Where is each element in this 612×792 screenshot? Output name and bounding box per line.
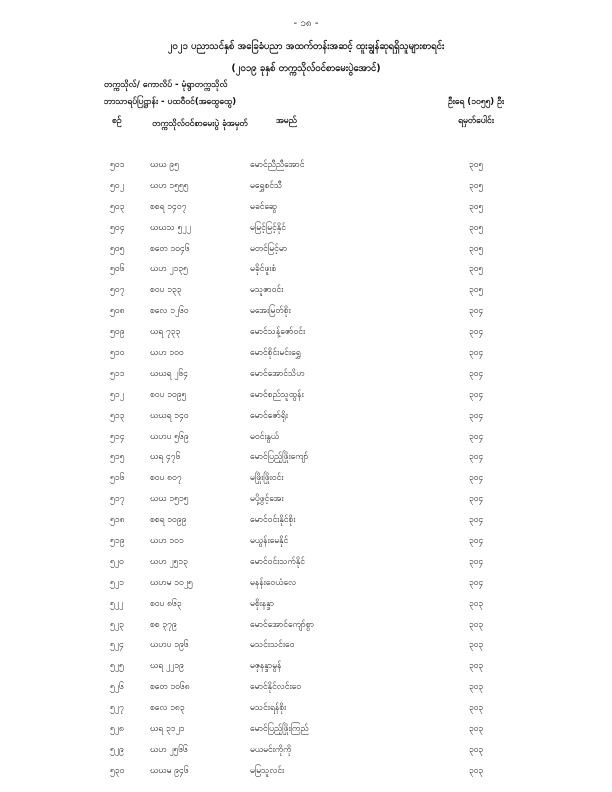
table-row — [0, 160, 612, 181]
total-marks: ၃၀၄ — [468, 431, 484, 442]
table-row — [0, 515, 612, 536]
total-marks: ၃၀၅ — [468, 180, 484, 191]
roll-number: ဃဟ ၁၅၅၅ — [150, 180, 189, 191]
table-row — [0, 536, 612, 557]
document-title: ၂၀၂၁ ပညာသင်နှစ် အခြေခံပညာ အထက်တန်းအဆင့် ထူးချွန်ဆုရရှိသူများစာရင်း — [167, 41, 445, 52]
roll-number: စတေ ၁၀၆၈ — [150, 682, 190, 693]
table-row — [0, 452, 612, 473]
table-row — [0, 306, 612, 327]
row-number: ၅၀၉ — [110, 327, 125, 338]
student-name: မောင်ပြည့်ဖြိုးကြည် — [250, 724, 309, 735]
header-no: စဉ် — [112, 116, 122, 126]
roll-number: ဃဟမ ၁၀၂၅ — [150, 577, 193, 588]
row-number: ၅၁၆ — [110, 473, 125, 484]
student-name: မတင်မြင့်မာ — [250, 243, 288, 254]
student-name: မဝင်းနွယ် — [250, 431, 280, 442]
student-name: မောင်ညီညီအောင် — [250, 160, 305, 170]
total-count: ဦးရေ (၁၀၅၅) ဦး — [447, 97, 505, 107]
row-number: ၅၂၅ — [110, 661, 124, 672]
roll-number: စဝပ ၁၀၉၅ — [150, 389, 187, 400]
row-number: ၅၁၄ — [110, 431, 125, 442]
student-name: မခိုင်ဖူးစံ — [250, 264, 277, 275]
student-name: မောင်ပြည့်ဖြိုးကျော် — [250, 452, 309, 463]
table-row — [0, 181, 612, 202]
header-name: အမည် — [276, 116, 297, 126]
roll-number: ဃဃရ ၁၄၀ — [150, 410, 189, 421]
roll-number: ဃရ ၇၃၃ — [150, 327, 181, 338]
roll-number: စစ ၃၇၉ — [150, 619, 177, 630]
roll-number: ဃဟပ ၅၆၉ — [150, 431, 189, 442]
roll-number: စလေ ၁၈၃ — [150, 703, 185, 714]
row-number: ၅၁၅ — [110, 452, 125, 463]
subject-line: ဘာသာရပ်ပြဋ္ဌာန်း - ပထဝီဝင်(အထွေထွေ) — [104, 97, 237, 107]
student-name: မောင်အောင်ကျော်စွာ — [250, 619, 315, 630]
total-marks: ၃၀၃ — [468, 661, 484, 672]
roll-number: စဝပ ၈၆၃ — [150, 598, 182, 609]
table-row — [0, 766, 612, 787]
row-number: ၅၀၇ — [110, 285, 125, 296]
student-name: မသင်းသင်းဝေ — [250, 640, 295, 651]
student-name: မသင်းရန်စိုး — [250, 703, 287, 714]
total-marks: ၃၀၅ — [468, 285, 484, 296]
table-row — [0, 724, 612, 745]
page-number: - ၁၈ - — [293, 18, 319, 29]
total-marks: ၃၀၅ — [468, 222, 484, 233]
student-name: မစိုးနန္ဒာ — [250, 598, 275, 609]
total-marks: ၃၀၃ — [468, 682, 484, 693]
row-number: ၅၁၉ — [110, 536, 125, 547]
total-marks: ၃၀၄ — [468, 327, 484, 338]
table-row — [0, 557, 612, 578]
student-name: မောင်ဝင်းနိုင်စိုး — [250, 515, 296, 526]
student-name: မောင်စိုင်းမင်းရွှေ — [250, 348, 301, 359]
table-row — [0, 327, 612, 348]
row-number: ၅၂၇ — [110, 703, 124, 714]
table-row — [0, 578, 612, 599]
student-name: မောင်စည်သူထွန်း — [250, 389, 304, 400]
student-name: မသူဇာဝင်း — [250, 285, 284, 296]
table-row — [0, 264, 612, 285]
student-name: မမြသူလင်း — [250, 765, 285, 776]
row-number: ၅၂၉ — [110, 744, 124, 755]
student-name: မောင်ဝင်းသက်နိုင် — [250, 556, 305, 567]
student-name: မနန်းဝေယံလေ — [250, 577, 297, 588]
row-number: ၅၂၁ — [110, 577, 124, 588]
row-number: ၅၁၂ — [110, 389, 124, 400]
total-marks: ၃၀၄ — [468, 410, 484, 421]
roll-number: စတေ ၁၀၄၆ — [150, 243, 190, 254]
student-name: မဖြိုးဖြိုးဝင်း — [250, 473, 284, 484]
table-row — [0, 745, 612, 766]
row-number: ၅၁၈ — [110, 515, 125, 526]
roll-number: ဃဟ ၂၅၆၆ — [150, 744, 188, 755]
table-row — [0, 348, 612, 369]
table-row — [0, 473, 612, 494]
total-marks: ၃၀၅ — [468, 264, 484, 275]
student-name: မမြင့်မြင့်နိုင် — [250, 222, 286, 233]
table-row — [0, 390, 612, 411]
table-row — [0, 202, 612, 223]
table-row — [0, 682, 612, 703]
roll-number: ဃရ ၃၁၂၁ — [150, 724, 185, 735]
row-number: ၅၃၀ — [110, 765, 125, 776]
row-number: ၅၂၈ — [110, 724, 124, 735]
row-number: ၅၁၇ — [110, 494, 125, 505]
roll-number: ဃဟ ၁၀၀ — [150, 348, 184, 359]
roll-number: စစရ ၁၄၀၇ — [150, 201, 187, 212]
row-number: ၅၂၀ — [110, 556, 124, 567]
row-number: ၅၂၃ — [110, 619, 124, 630]
student-name: မပို့ဖွင့်အေး — [250, 494, 284, 505]
table-row — [0, 432, 612, 453]
student-name: မောင်သန့်ဇော်ဝင်း — [250, 327, 306, 338]
row-number: ၅၁၀ — [110, 348, 125, 359]
total-marks: ၃၀၃ — [468, 724, 484, 735]
total-marks: ၃၀၄ — [468, 536, 484, 547]
header-roll-number: တက္ကသိုလ်ဝင်စာမေးပွဲ ခုံအမှတ် — [152, 119, 248, 129]
roll-number: ဃဃသ ၅၂၂ — [150, 222, 191, 233]
total-marks: ၃၀၃ — [468, 598, 484, 609]
table-row — [0, 494, 612, 515]
table-row — [0, 661, 612, 682]
table-row — [0, 411, 612, 432]
table-row — [0, 640, 612, 661]
roll-number: ဃရ ၄၇၆ — [150, 452, 181, 463]
roll-number: ဃဃရ ၂၆၄ — [150, 368, 188, 379]
row-number: ၅၀၆ — [110, 264, 125, 275]
results-list — [0, 160, 612, 787]
student-name: မောင်ဇော်ရိုး — [250, 410, 288, 421]
roll-number: ဃဃ ၁၅၁၅ — [150, 494, 189, 505]
roll-number: ဃဃမ ၉၄၆ — [150, 765, 189, 776]
row-number: ၅၁၁ — [110, 368, 125, 379]
roll-number: ဃဟ ၂၅၁၃ — [150, 556, 188, 567]
row-number: ၅၂၄ — [110, 640, 124, 651]
total-marks: ၃၀၄ — [468, 473, 484, 484]
total-marks: ၃၀၄ — [468, 494, 484, 505]
row-number: ၅၀၄ — [110, 222, 125, 233]
student-name: မယမင်းကိုကို — [250, 744, 292, 755]
roll-number: ဃဟ ၂၁၃၅ — [150, 264, 188, 275]
total-marks: ၃၀၄ — [468, 515, 484, 526]
document-subtitle: (၂၀၁၉ ခုနှစ် တက္ကသိုလ်ဝင်စာမေးပွဲအောင်) — [231, 63, 381, 74]
header-marks: ရမှတ်ပေါင်း — [458, 116, 494, 126]
roll-number: ဃရ ၂၂၁၉ — [150, 661, 184, 672]
total-marks: ၃၀၅ — [468, 243, 484, 254]
student-name: မအေးမြတ်စိုး — [250, 306, 291, 317]
roll-number: စဝပ ၁၃၃ — [150, 285, 182, 296]
row-number: ၅၀၃ — [110, 201, 125, 212]
table-row — [0, 703, 612, 724]
table-row — [0, 285, 612, 306]
table-row — [0, 223, 612, 244]
row-number: ၅၀၂ — [110, 180, 124, 191]
row-number: ၅၀၁ — [110, 160, 125, 170]
student-name: မရွှေစင်သီ — [250, 180, 283, 191]
table-row — [0, 244, 612, 265]
roll-number: စစရ ၁၀၉၉ — [150, 515, 187, 526]
total-marks: ၃၀၄ — [468, 577, 484, 588]
total-marks: ၃၀၃ — [468, 640, 484, 651]
university-line: တက္ကသိုလ်/ ကောလိပ် - မုံရွာတက္ကသိုလ် — [104, 80, 228, 90]
total-marks: ၃၀၃ — [468, 744, 484, 755]
total-marks: ၃၀၄ — [468, 368, 484, 379]
roll-number: ဃဃ ၉၅ — [150, 160, 179, 170]
total-marks: ၃၀၄ — [468, 452, 484, 463]
total-marks: ၃၀၃ — [468, 619, 484, 630]
total-marks: ၃၀၅ — [468, 201, 484, 212]
roll-number: ဃဟပ ၁၉၆ — [150, 640, 189, 651]
student-name: မောင်နိုင်လင်းဝေ — [250, 682, 302, 693]
total-marks: ၃၀၄ — [468, 348, 484, 359]
total-marks: ၃၀၄ — [468, 389, 484, 400]
roll-number: စဝပ ၈၀၇ — [150, 473, 182, 484]
total-marks: ၃၀၃ — [468, 703, 484, 714]
table-row — [0, 620, 612, 641]
student-name: မောင်အောင်သိဟ — [250, 368, 305, 379]
row-number: ၅၀၅ — [110, 243, 125, 254]
total-marks: ၃၀၃ — [468, 765, 484, 776]
row-number: ၅၂၂ — [110, 598, 124, 609]
row-number: ၅၀၈ — [110, 306, 125, 317]
total-marks: ၃၀၄ — [468, 556, 484, 567]
row-number: ၅၁၃ — [110, 410, 125, 421]
table-row — [0, 369, 612, 390]
roll-number: ဃဟ ၁၀၁ — [150, 536, 184, 547]
student-name: မဇုနန္ဒာမွန် — [250, 661, 282, 672]
row-number: ၅၂၆ — [110, 682, 124, 693]
roll-number: စလေ ၁၂၆၀ — [150, 306, 189, 317]
total-marks: ၃၀၄ — [468, 306, 484, 317]
table-row — [0, 599, 612, 620]
student-name: မယွန်းမေနိုင် — [250, 536, 289, 547]
total-marks: ၃၀၅ — [468, 160, 484, 170]
student-name: မခင်ဆွေ — [250, 201, 277, 212]
